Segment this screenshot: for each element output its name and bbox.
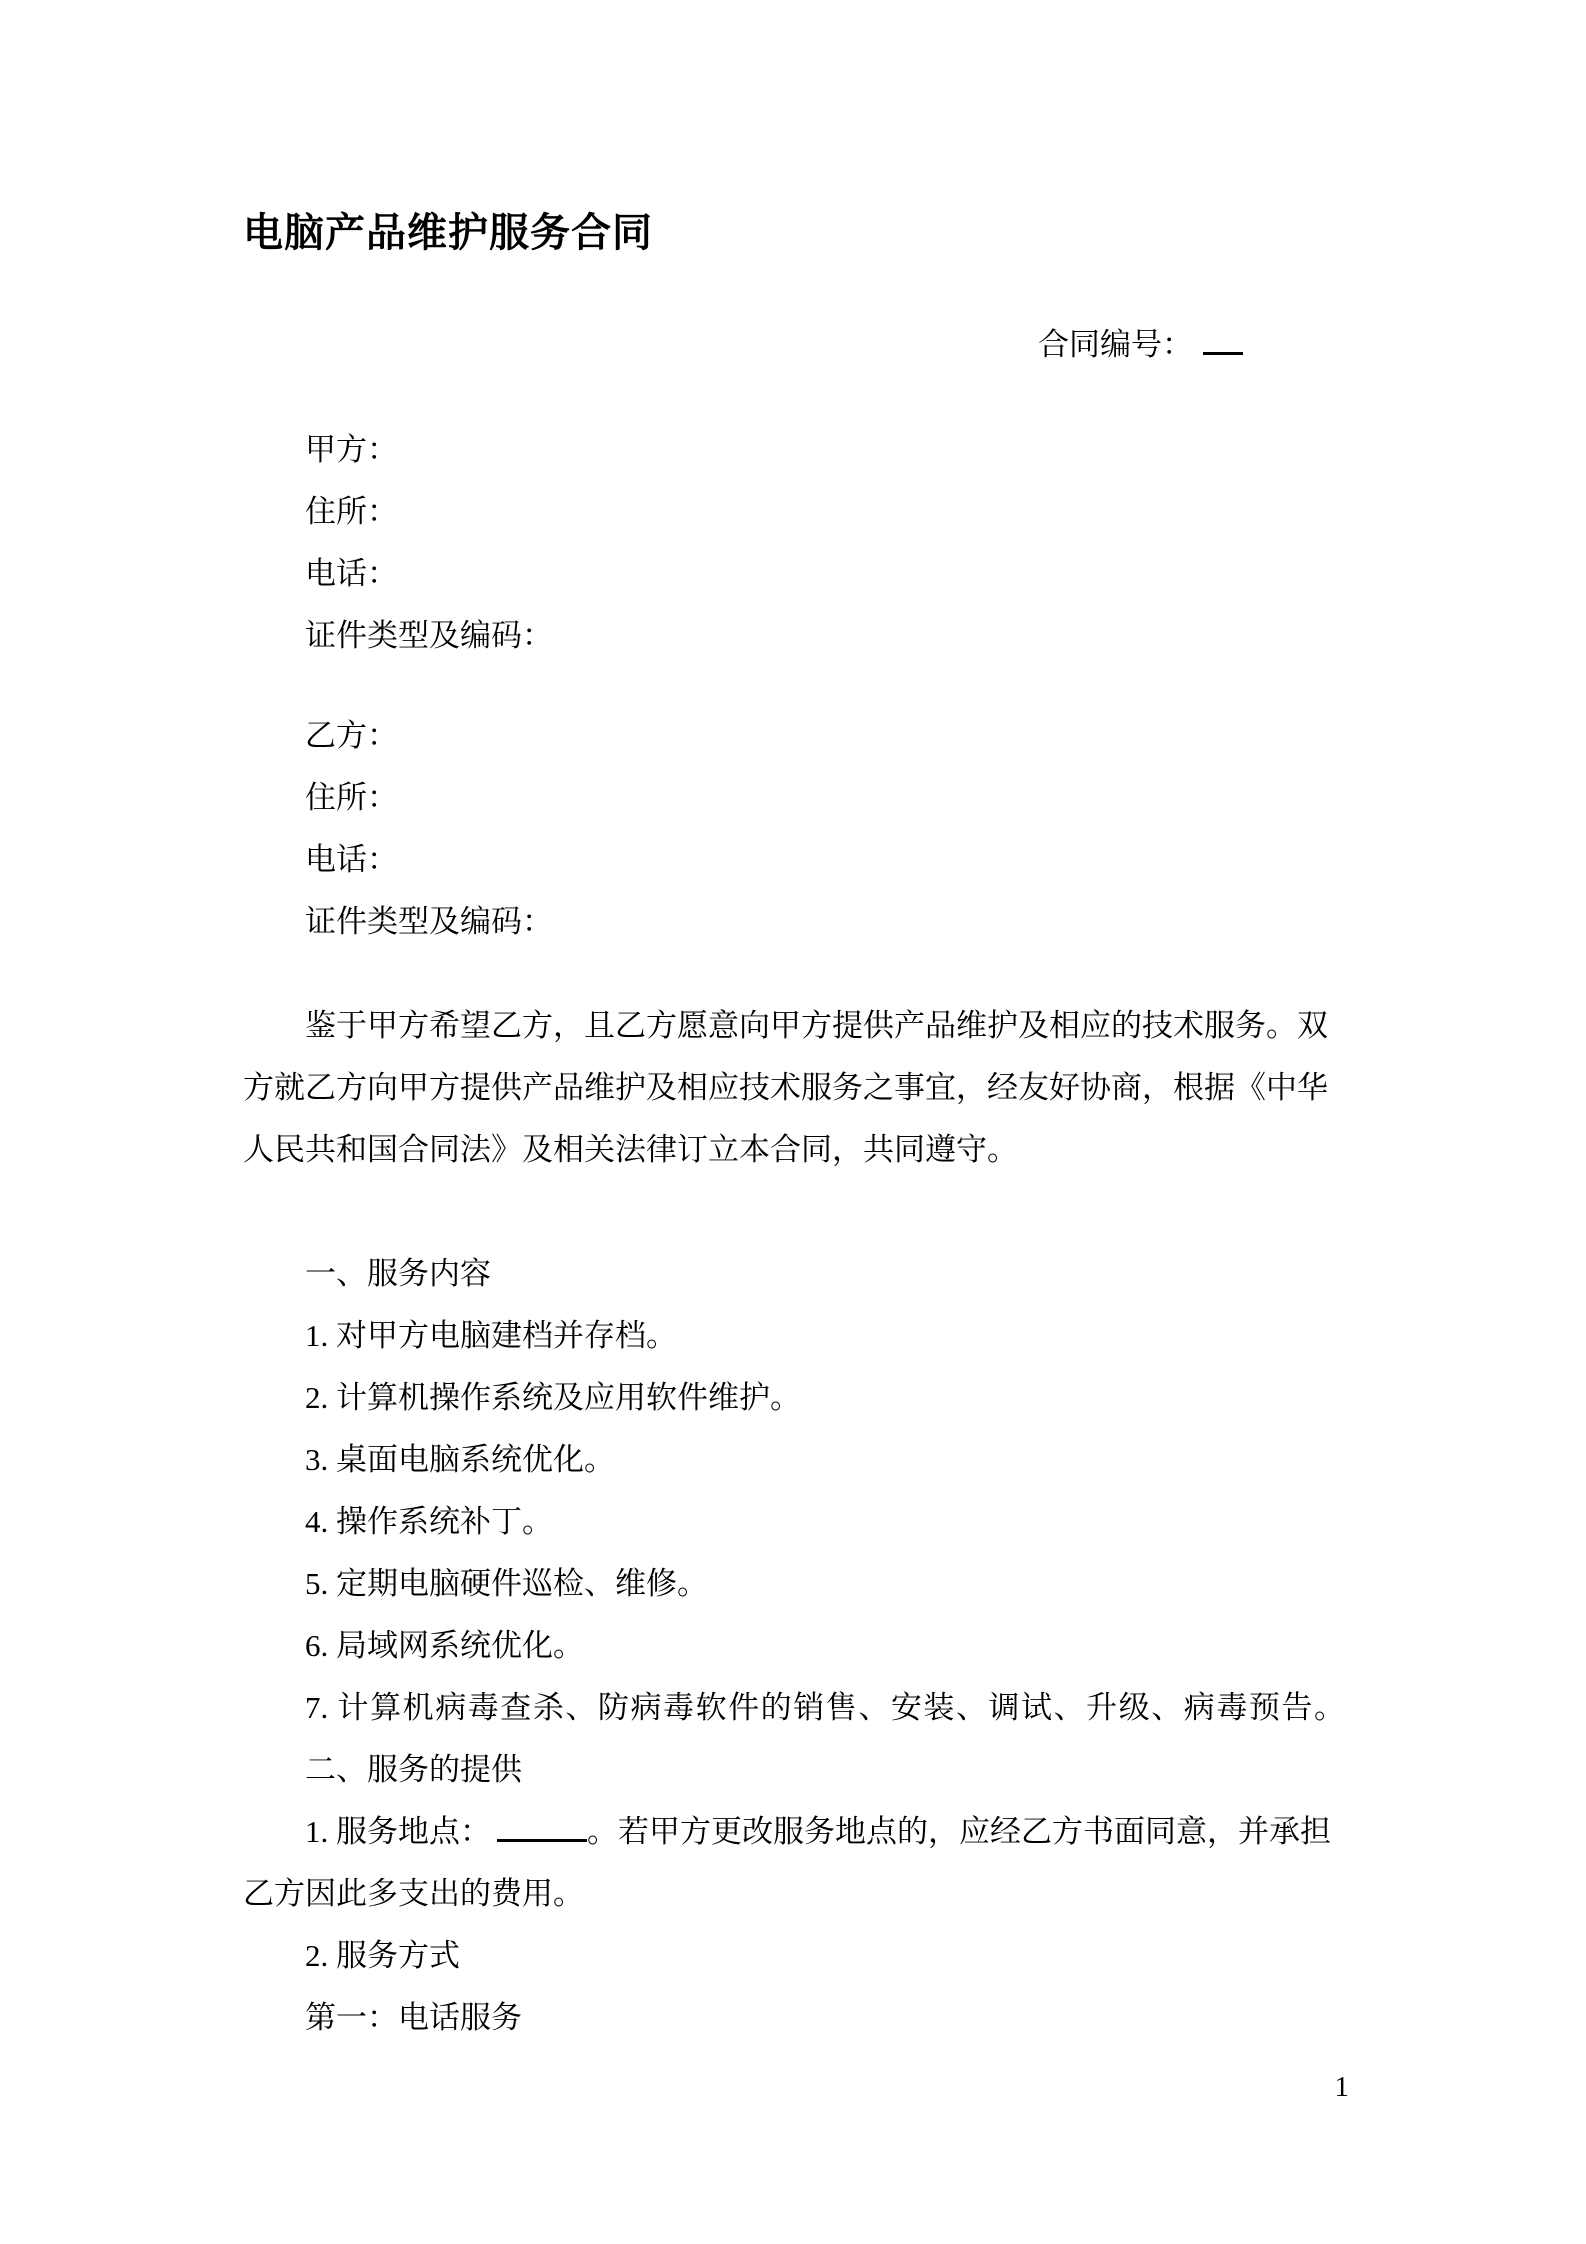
preamble-line: 方就乙方向甲方提供产品维护及相应技术服务之事宜，经友好协商，根据《中华 [243,1070,1328,1105]
party-a-address-label: 住所： [305,494,398,529]
section2-item2: 2. 服务方式 [305,1938,460,1973]
contract-number-blank [1203,352,1243,355]
party-b-address-label: 住所： [305,780,398,815]
section1-item: 5. 定期电脑硬件巡检、维修。 [305,1566,708,1601]
contract-body [243,1243,1345,2049]
section2-item1-line2: 乙方因此多支出的费用。 [243,1876,584,1911]
page-number: 1 [1334,2071,1349,2103]
section1-item: 7. 计算机病毒查杀、防病毒软件的销售、安装、调试、升级、病毒预告。 [305,1690,1345,1725]
section1-item: 4. 操作系统补丁。 [305,1504,553,1539]
contract-number-line [243,314,1345,376]
party-a-name-label: 甲方： [305,432,398,467]
party-b-name-label: 乙方： [305,718,398,753]
section2-heading: 二、服务的提供 [305,1752,522,1787]
party-b-id-label: 证件类型及编码： [305,904,553,939]
preamble-paragraph [243,995,1345,1181]
section2-first-method: 第一：电话服务 [305,2000,522,2035]
section1-item: 2. 计算机操作系统及应用软件维护。 [305,1380,801,1415]
section1-item: 6. 局域网系统优化。 [305,1628,584,1663]
section1-item: 1. 对甲方电脑建档并存档。 [305,1318,677,1353]
section2-item1-line1 [243,1801,1345,1863]
service-location-label: 1. 服务地点： [305,1814,491,1849]
party-b-block [243,705,1345,953]
party-a-phone-label: 电话： [305,556,398,591]
service-location-text: 。若甲方更改服务地点的，应经乙方书面同意，并承担 [587,1814,1331,1849]
party-a-id-label: 证件类型及编码： [305,618,553,653]
page-title: 电脑产品维护服务合同 [243,210,653,255]
preamble-line: 人民共和国合同法》及相关法律订立本合同，共同遵守。 [243,1132,1018,1167]
preamble-line: 鉴于甲方希望乙方，且乙方愿意向甲方提供产品维护及相应的技术服务。双 [305,1008,1328,1043]
contract-number-label: 合同编号： [1038,327,1193,362]
service-location-blank [497,1839,587,1842]
party-a-block [243,419,1345,667]
section1-item: 3. 桌面电脑系统优化。 [305,1442,615,1477]
section1-heading: 一、服务内容 [305,1256,491,1291]
document-content [0,209,1586,2049]
party-b-phone-label: 电话： [305,842,398,877]
